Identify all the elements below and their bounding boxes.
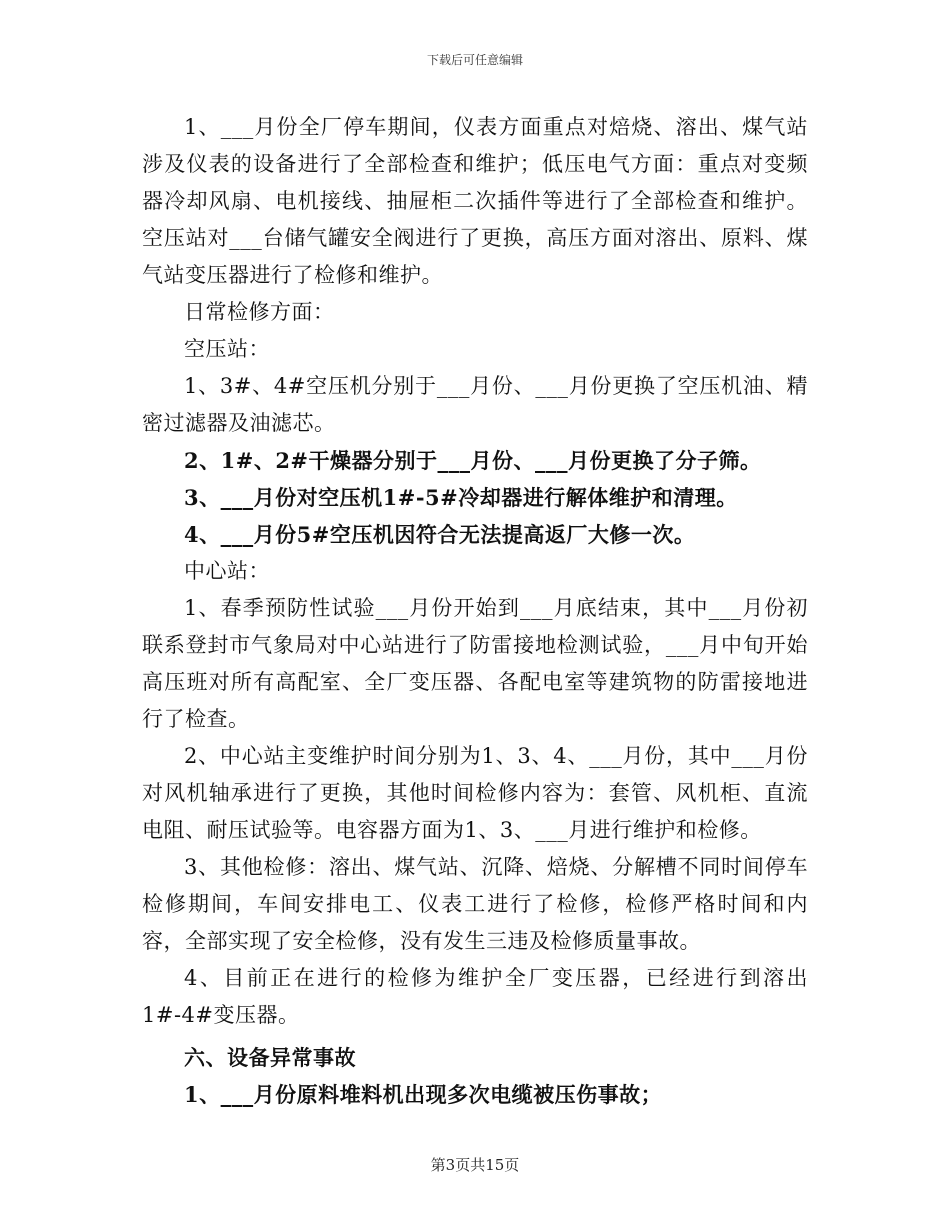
paragraph: 3、其他检修：溶出、煤气站、沉降、焙烧、分解槽不同时间停车检修期间，车间安排电工、仪表工进行了检修，检修严格时间和内容，全部实现了安全检修，没有发生三违及检修质量事故。 [142,855,808,953]
paragraph: 2、中心站主变维护时间分别为1、3、4、___月份，其中___月份对风机轴承进行了更换，其他时间检修内容为：套管、风机柜、直流电阻、耐压试验等。电容器方面为1、3、___月进行维护和检修。 [142,744,808,842]
paragraph: 中心站： [184,559,270,583]
paragraph: 4、___月份5#空压机因符合无法提高返厂大修一次。 [184,522,696,547]
page-number: 第3页共15页 [430,1156,520,1174]
paragraph: 4、目前正在进行的检修为维护全厂变压器，已经进行到溶出1#-4#变压器。 [142,966,808,1027]
paragraph: 1、3#、4#空压机分别于___月份、___月份更换了空压机油、精密过滤器及油滤芯。 [142,374,808,435]
paragraph: 1、___月份原料堆料机出现多次电缆被压伤事故； [184,1082,663,1107]
paragraph: 1、___月份全厂停车期间，仪表方面重点对焙烧、溶出、煤气站涉及仪表的设备进行了全部检查和维护；低压电气方面：重点对变频器冷却风扇、电机接线、抽屉柜二次插件等进行了全部检查和维护。空压站对___台储气罐安全阀进行了更换，高压方面对溶出、原料、煤气站变压器进行了检修和维护。 [142,115,808,287]
paragraph: 3、___月份对空压机1#-5#冷却器进行解体维护和清理。 [184,485,738,510]
paragraph: 空压站： [184,337,270,361]
paragraph: 日常检修方面： [184,300,335,324]
paragraph: 2、1#、2#干燥器分别于___月份、___月份更换了分子筛。 [184,448,762,473]
section-heading: 六、设备异常事故 [184,1045,356,1070]
paragraph: 1、春季预防性试验___月份开始到___月底结束，其中___月份初联系登封市气象局对中心站进行了防雷接地检测试验，___月中旬开始高压班对所有高配室、全厂变压器、各配电室等建筑物的防雷接地进行了检查。 [142,596,808,731]
document-body [142,109,808,1113]
page-header: 下载后可任意编辑 [426,53,523,67]
